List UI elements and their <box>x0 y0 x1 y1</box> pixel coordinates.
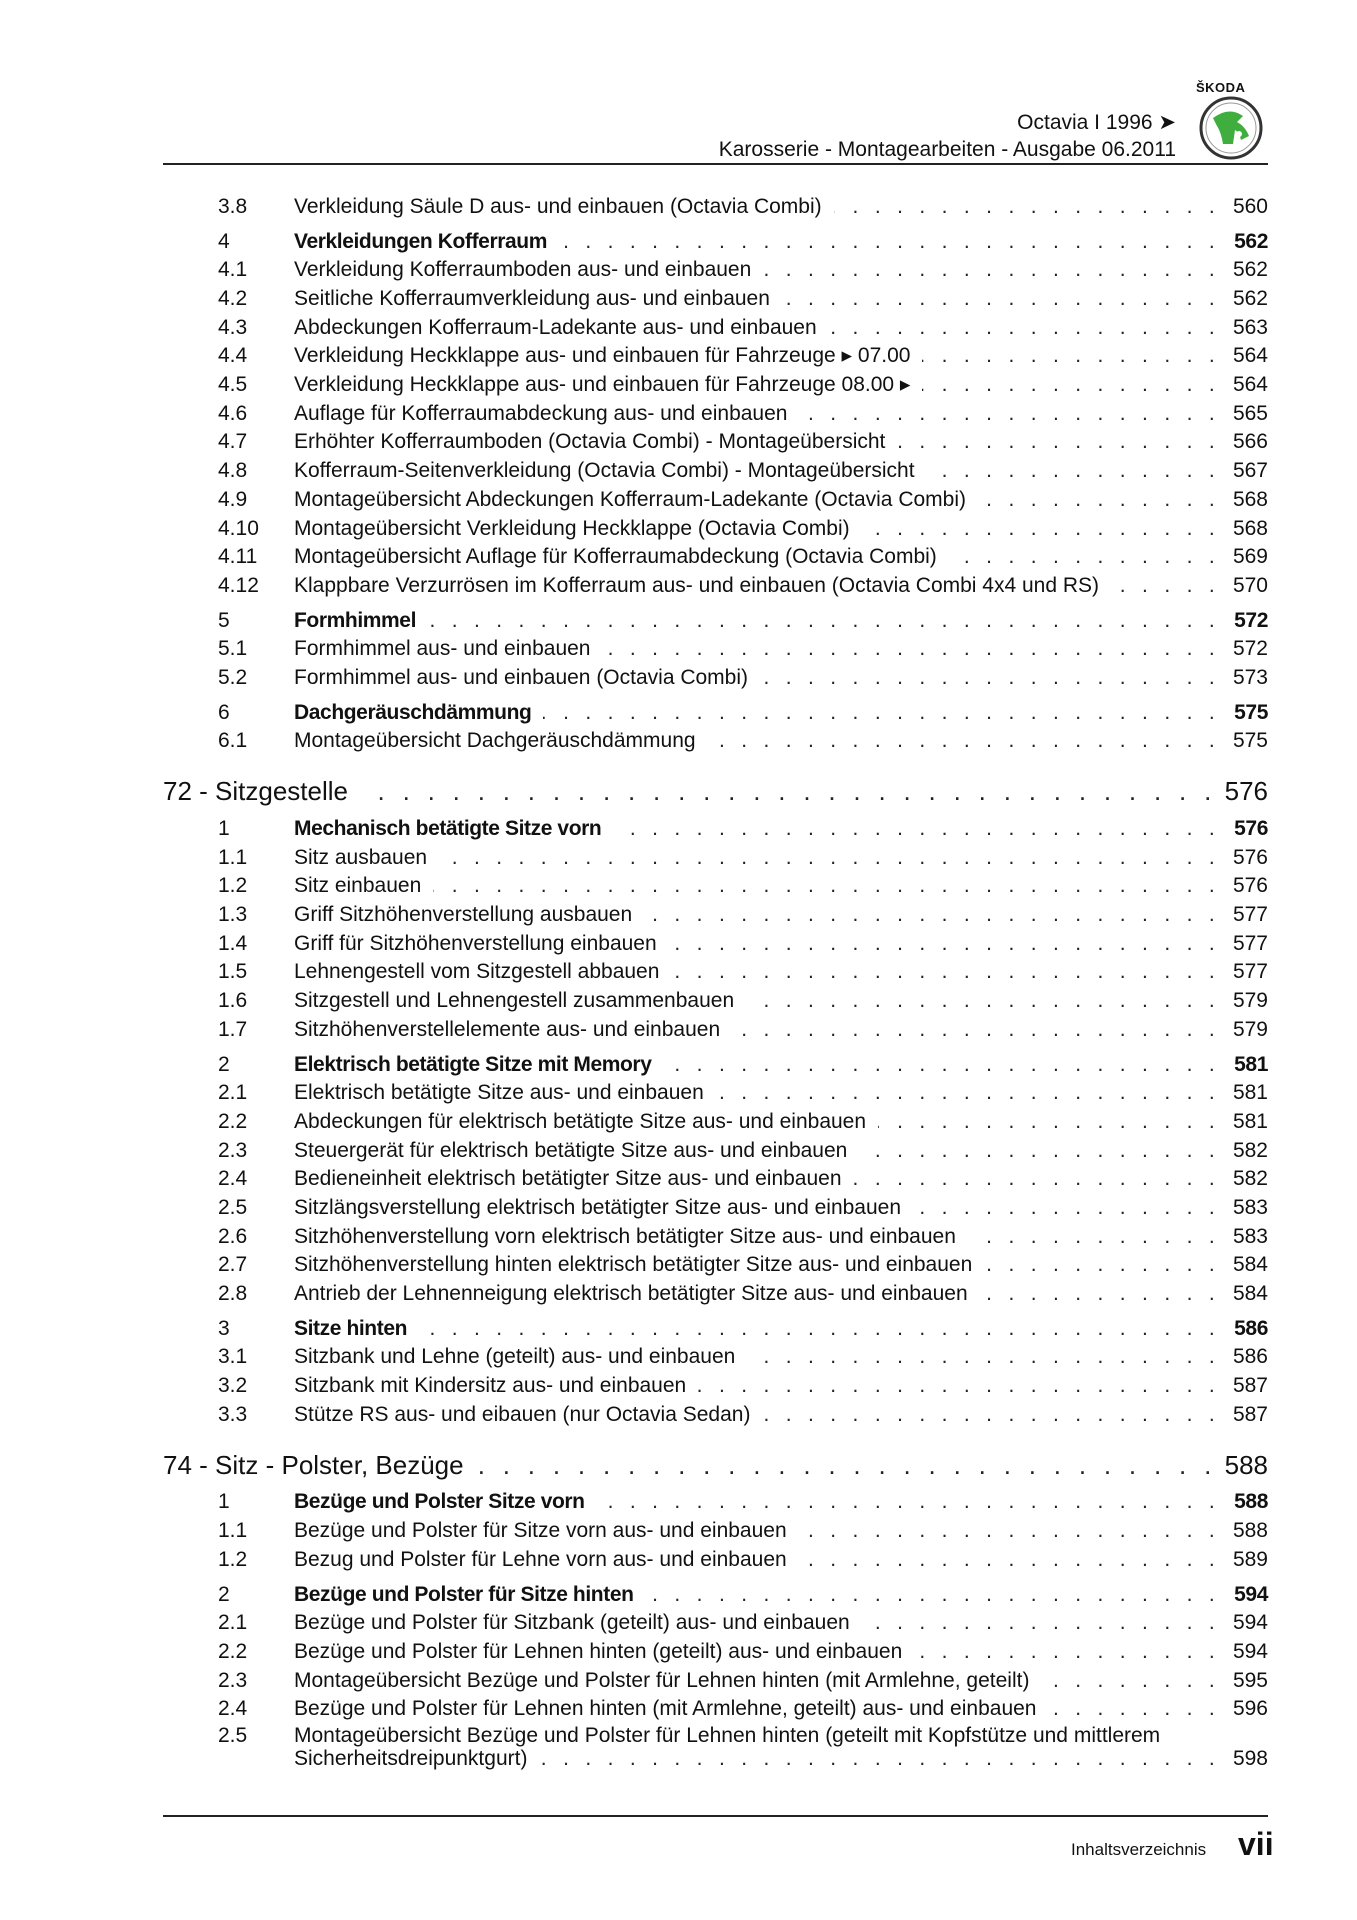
entry-title: Montageübersicht Abdeckungen Kofferraum-Ladekante (Octavia Combi) <box>294 487 966 511</box>
dot-leader <box>763 256 1220 285</box>
entry-title: Kofferraum-Seitenverkleidung (Octavia Combi) - Montageübersicht <box>294 459 915 483</box>
dot-leader <box>698 1372 1220 1401</box>
dot-leader <box>360 775 1217 807</box>
entry-number: 3.8 <box>218 194 248 218</box>
entry-number: 1.2 <box>218 1547 248 1571</box>
entry-number: 3.3 <box>218 1402 248 1426</box>
entry-number: 2.1 <box>218 1611 248 1635</box>
entry-title: Verkleidungen Kofferraum <box>294 229 547 253</box>
entry-title-continued: Sicherheitsdreipunktgurt) <box>294 1747 528 1770</box>
entry-number: 2.3 <box>218 1138 248 1162</box>
header-rule <box>163 163 1268 165</box>
entry-title: Sitzhöhenverstellelemente aus- und einbauen <box>294 1017 721 1041</box>
entry-title: Verkleidung Heckklappe aus- und einbauen für Fahrzeuge ▸ 07.00 <box>294 344 911 368</box>
entry-page: 562 <box>1232 287 1268 311</box>
toc-section[interactable] <box>163 1315 1268 1344</box>
dot-leader <box>799 1546 1220 1575</box>
toc-entry[interactable] <box>163 901 1268 930</box>
toc-entry[interactable] <box>163 342 1268 371</box>
entry-page: 564 <box>1232 344 1268 368</box>
entry-page: 576 <box>1234 817 1268 841</box>
dot-leader <box>968 1223 1220 1252</box>
entry-page: 583 <box>1232 1195 1268 1219</box>
dot-leader <box>1041 1667 1220 1696</box>
entry-title: Abdeckungen Kofferraum-Ladekante aus- und einbauen <box>294 315 817 339</box>
entry-page: 594 <box>1234 1582 1268 1606</box>
entry-page: 570 <box>1232 573 1268 597</box>
entry-page: 588 <box>1224 1449 1268 1480</box>
entry-number: 2 <box>218 1582 230 1606</box>
toc-entry[interactable] <box>163 1372 1268 1401</box>
toc-entry[interactable] <box>163 314 1268 343</box>
entry-number: 4.4 <box>218 344 248 368</box>
dot-leader <box>854 1165 1220 1194</box>
entry-page: 568 <box>1232 516 1268 540</box>
toc-entry[interactable] <box>163 1517 1268 1546</box>
entry-title: Formhimmel <box>294 608 417 632</box>
toc-section[interactable] <box>163 607 1268 636</box>
toc-entry[interactable] <box>163 256 1268 285</box>
dot-leader <box>419 1315 1220 1344</box>
brand-wordmark: ŠKODA <box>1196 80 1246 95</box>
entry-page: 577 <box>1232 960 1268 984</box>
toc-entry[interactable] <box>163 1280 1268 1309</box>
entry-title: Abdeckungen für elektrisch betätigte Sitze aus- und einbauen <box>294 1109 867 1133</box>
dot-leader <box>760 664 1220 693</box>
dot-leader <box>859 1137 1220 1166</box>
toc-entry[interactable] <box>163 1546 1268 1575</box>
toc-entry[interactable] <box>163 1137 1268 1166</box>
entry-title: Sitzhöhenverstellung hinten elektrisch betätigter Sitze aus- und einbauen <box>294 1253 973 1277</box>
entry-title: Bezüge und Polster für Sitze vorn aus- und einbauen <box>294 1519 787 1543</box>
toc-section[interactable] <box>163 815 1268 844</box>
dot-leader <box>949 543 1220 572</box>
toc-entry[interactable] <box>163 486 1268 515</box>
dot-leader <box>978 486 1220 515</box>
entry-page: 575 <box>1232 729 1268 753</box>
entry-title: Sitzgestell und Lehnengestell zusammenbauen <box>294 989 735 1013</box>
footer-label: Inhaltsverzeichnis <box>1071 1840 1207 1859</box>
entry-page: 595 <box>1232 1668 1268 1692</box>
entry-title: Formhimmel aus- und einbauen (Octavia Combi) <box>294 665 749 689</box>
entry-number: 4.9 <box>218 487 248 511</box>
dot-leader <box>927 457 1220 486</box>
entry-page: 562 <box>1232 258 1268 282</box>
toc-entry[interactable] <box>163 1079 1268 1108</box>
entry-number: 1.6 <box>218 989 248 1013</box>
entry-page: 576 <box>1232 874 1268 898</box>
entry-title: Auflage für Kofferraumabdeckung aus- und einbauen <box>294 401 788 425</box>
entry-title: Sitze hinten <box>294 1316 408 1340</box>
entry-title: Bedieneinheit elektrisch betätigter Sitze aus- und einbauen <box>294 1167 842 1191</box>
toc-entry[interactable] <box>163 572 1268 601</box>
entry-number: 1.7 <box>218 1017 248 1041</box>
dot-leader <box>914 1638 1220 1667</box>
dot-leader <box>984 1251 1220 1280</box>
entry-number: 2.6 <box>218 1224 248 1248</box>
entry-title: Erhöhter Kofferraumboden (Octavia Combi) - Montageübersicht <box>294 430 886 454</box>
entry-title: Sitzhöhenverstellung vorn elektrisch betätigter Sitze aus- und einbauen <box>294 1224 956 1248</box>
dot-leader <box>897 428 1220 457</box>
entry-title: Griff Sitzhöhenverstellung ausbauen <box>294 903 633 927</box>
entry-page: 584 <box>1232 1253 1268 1277</box>
entry-title: Montageübersicht Auflage für Kofferraumabdeckung (Octavia Combi) <box>294 545 937 569</box>
entry-page: 582 <box>1232 1138 1268 1162</box>
entry-number: 2.2 <box>218 1109 248 1133</box>
entry-title: Elektrisch betätigte Sitze mit Memory <box>294 1052 652 1076</box>
entry-page: 568 <box>1232 487 1268 511</box>
entry-number: 6 <box>218 700 230 724</box>
entry-number: 2 <box>218 1052 230 1076</box>
entry-title: Bezug und Polster für Lehne vorn aus- und einbauen <box>294 1547 787 1571</box>
dot-leader <box>762 1401 1220 1430</box>
toc-section[interactable] <box>163 699 1268 728</box>
entry-page: 579 <box>1232 1017 1268 1041</box>
toc-entry[interactable] <box>163 635 1268 664</box>
entry-page: 596 <box>1232 1697 1268 1721</box>
entry-page: 577 <box>1232 903 1268 927</box>
dot-leader <box>913 1194 1220 1223</box>
entry-page: 562 <box>1234 229 1268 253</box>
entry-title: Formhimmel aus- und einbauen <box>294 637 591 661</box>
entry-title: Elektrisch betätigte Sitze aus- und einbauen <box>294 1081 704 1105</box>
entry-page: 584 <box>1232 1282 1268 1306</box>
entry-page: 572 <box>1232 637 1268 661</box>
dot-leader <box>732 1016 1220 1045</box>
toc-chapter[interactable] <box>163 1449 1268 1481</box>
dot-leader <box>878 1108 1220 1137</box>
entry-page: 581 <box>1232 1081 1268 1105</box>
toc-entry[interactable] <box>163 515 1268 544</box>
entry-title: Verkleidung Kofferraumboden aus- und einbauen <box>294 258 752 282</box>
entry-title: Bezüge und Polster für Sitze hinten <box>294 1582 634 1606</box>
entry-page: 564 <box>1232 373 1268 397</box>
dot-leader <box>799 1517 1220 1546</box>
entry-page: 589 <box>1232 1547 1268 1571</box>
entry-title: Montageübersicht Bezüge und Polster für Lehnen hinten (geteilt mit Kopfstütze und mittlerem <box>294 1724 1161 1747</box>
toc-entry[interactable] <box>163 1223 1268 1252</box>
entry-title: Seitliche Kofferraumverkleidung aus- und einbauen <box>294 287 770 311</box>
entry-number: 4.6 <box>218 401 248 425</box>
entry-title: Bezüge und Polster für Sitzbank (geteilt) aus- und einbauen <box>294 1611 850 1635</box>
entry-page: 586 <box>1234 1316 1268 1340</box>
entry-number: 4.3 <box>218 315 248 339</box>
toc-entry[interactable] <box>163 1016 1268 1045</box>
header-subtitle: Karosserie - Montagearbeiten - Ausgabe 06.2011 <box>718 138 1176 161</box>
entry-title: 72 - Sitzgestelle <box>163 776 348 807</box>
toc-entry[interactable] <box>163 959 1268 988</box>
entry-number: 4.7 <box>218 430 248 454</box>
entry-title: Montageübersicht Bezüge und Polster für Lehnen hinten (mit Armlehne, geteilt) <box>294 1668 1030 1692</box>
entry-title: Bezüge und Polster für Lehnen hinten (geteilt) aus- und einbauen <box>294 1639 903 1663</box>
toc-chapter[interactable] <box>163 775 1268 807</box>
entry-page: 581 <box>1232 1109 1268 1133</box>
entry-number: 2.1 <box>218 1081 248 1105</box>
toc-entry[interactable] <box>163 1724 1268 1770</box>
dot-leader <box>1111 572 1220 601</box>
entry-number: 4 <box>218 229 230 253</box>
entry-page: 586 <box>1232 1345 1268 1369</box>
entry-page: 566 <box>1232 430 1268 454</box>
entry-number: 4.10 <box>218 516 259 540</box>
toc-entry[interactable] <box>163 400 1268 429</box>
entry-title: Verkleidung Säule D aus- und einbauen (Octavia Combi) <box>294 194 822 218</box>
entry-number: 4.8 <box>218 459 248 483</box>
entry-number: 2.3 <box>218 1668 248 1692</box>
toc-entry[interactable] <box>163 1609 1268 1638</box>
toc-entry[interactable] <box>163 987 1268 1016</box>
entry-number: 2.8 <box>218 1282 248 1306</box>
entry-page: 579 <box>1232 989 1268 1013</box>
entry-page: 563 <box>1232 315 1268 339</box>
toc-entry[interactable] <box>163 727 1268 756</box>
toc-entry[interactable] <box>163 1667 1268 1696</box>
toc-section[interactable] <box>163 228 1268 257</box>
toc-entry[interactable] <box>163 193 1268 222</box>
dot-leader <box>663 1051 1220 1080</box>
entry-page: 565 <box>1232 401 1268 425</box>
entry-page: 575 <box>1234 700 1268 724</box>
dot-leader <box>543 699 1220 728</box>
dot-leader <box>597 1488 1220 1517</box>
dot-leader <box>799 400 1220 429</box>
entry-title: Bezüge und Polster für Lehnen hinten (mit Armlehne, geteilt) aus- und einbauen <box>294 1697 1037 1721</box>
dot-leader <box>716 1079 1220 1108</box>
entry-number: 2.5 <box>218 1195 248 1219</box>
entry-page: 588 <box>1234 1490 1268 1514</box>
entry-title: Montageübersicht Verkleidung Heckklappe (Octavia Combi) <box>294 516 850 540</box>
entry-page: 594 <box>1232 1611 1268 1635</box>
entry-page: 576 <box>1232 845 1268 869</box>
dot-leader <box>602 635 1220 664</box>
dot-leader <box>708 727 1220 756</box>
entry-page: 560 <box>1232 194 1268 218</box>
entry-title: Steuergerät für elektrisch betätigte Sitze aus- und einbauen <box>294 1138 848 1162</box>
entry-title: Sitzlängsverstellung elektrisch betätigter Sitze aus- und einbauen <box>294 1195 902 1219</box>
toc-entry[interactable] <box>163 844 1268 873</box>
toc-entry[interactable] <box>163 543 1268 572</box>
entry-page: 582 <box>1232 1167 1268 1191</box>
dot-leader <box>433 872 1220 901</box>
dot-leader <box>476 1449 1217 1481</box>
toc-entry[interactable] <box>163 371 1268 400</box>
toc-section[interactable] <box>163 1051 1268 1080</box>
entry-title: Sitz einbauen <box>294 874 422 898</box>
entry-title: Verkleidung Heckklappe aus- und einbauen für Fahrzeuge 08.00 ▸ <box>294 373 911 397</box>
dot-leader <box>862 1609 1220 1638</box>
entry-number: 1 <box>218 1490 230 1514</box>
toc-entry[interactable] <box>163 664 1268 693</box>
dot-leader <box>834 193 1220 222</box>
entry-page: 569 <box>1232 545 1268 569</box>
entry-page: 567 <box>1232 459 1268 483</box>
entry-number: 5.1 <box>218 637 248 661</box>
entry-page: 587 <box>1232 1402 1268 1426</box>
entry-number: 1 <box>218 817 230 841</box>
entry-number: 2.7 <box>218 1253 248 1277</box>
dot-leader <box>922 342 1220 371</box>
toc-entry[interactable] <box>163 872 1268 901</box>
entry-number: 5 <box>218 608 230 632</box>
entry-number: 5.2 <box>218 665 248 689</box>
entry-page: 598 <box>1232 1747 1268 1770</box>
entry-page: 581 <box>1234 1052 1268 1076</box>
dot-leader <box>646 1581 1220 1610</box>
skoda-logo-icon <box>1199 96 1263 160</box>
dot-leader <box>644 901 1220 930</box>
dot-leader <box>428 607 1220 636</box>
toc-entry[interactable] <box>163 930 1268 959</box>
toc-entry[interactable] <box>163 1695 1268 1724</box>
footer-page-number: vii <box>1238 1826 1274 1862</box>
entry-title: Sitzbank mit Kindersitz aus- und einbauen <box>294 1374 687 1398</box>
toc-entry[interactable] <box>163 457 1268 486</box>
entry-title: Lehnengestell vom Sitzgestell abbauen <box>294 960 660 984</box>
entry-number: 2.5 <box>218 1724 248 1747</box>
dot-leader <box>980 1280 1220 1309</box>
dot-leader <box>671 958 1220 987</box>
table-of-contents <box>163 193 1268 1770</box>
entry-number: 6.1 <box>218 729 248 753</box>
header-model: Octavia I 1996 ➤ <box>1017 111 1176 134</box>
dot-leader <box>922 371 1220 400</box>
dot-leader <box>747 1343 1220 1372</box>
dot-leader <box>613 815 1220 844</box>
dot-leader <box>539 1747 1220 1770</box>
toc-entry[interactable] <box>163 1343 1268 1372</box>
entry-title: Griff für Sitzhöhenverstellung einbauen <box>294 931 657 955</box>
entry-number: 4.11 <box>218 545 258 569</box>
entry-number: 3.1 <box>218 1345 248 1369</box>
entry-title: Sitzbank und Lehne (geteilt) aus- und einbauen <box>294 1345 736 1369</box>
entry-title: 74 - Sitz - Polster, Bezüge <box>163 1449 464 1480</box>
entry-page: 576 <box>1224 776 1268 807</box>
entry-number: 1.2 <box>218 874 248 898</box>
entry-page: 587 <box>1232 1374 1268 1398</box>
entry-title: Antrieb der Lehnenneigung elektrisch betätigter Sitze aus- und einbauen <box>294 1282 968 1306</box>
entry-number: 2.4 <box>218 1697 248 1721</box>
entry-number: 2.4 <box>218 1167 248 1191</box>
entry-number: 1.1 <box>218 1519 248 1543</box>
toc-entry[interactable] <box>163 285 1268 314</box>
entry-title: Mechanisch betätigte Sitze vorn <box>294 817 602 841</box>
dot-leader <box>782 285 1220 314</box>
dot-leader <box>669 930 1220 959</box>
entry-number: 1.4 <box>218 931 248 955</box>
dot-leader <box>829 314 1220 343</box>
entry-title: Klappbare Verzurrösen im Kofferraum aus- und einbauen (Octavia Combi 4x4 und RS) <box>294 573 1100 597</box>
entry-page: 577 <box>1232 931 1268 955</box>
entry-page: 572 <box>1234 608 1268 632</box>
dot-leader <box>559 228 1220 257</box>
entry-title: Bezüge und Polster Sitze vorn <box>294 1490 585 1514</box>
entry-number: 4.1 <box>218 258 248 282</box>
entry-number: 4.5 <box>218 373 248 397</box>
entry-number: 1.3 <box>218 903 248 927</box>
entry-number: 1.5 <box>218 960 248 984</box>
dot-leader <box>746 987 1220 1016</box>
dot-leader <box>1048 1695 1220 1724</box>
entry-number: 4.12 <box>218 573 259 597</box>
toc-entry[interactable] <box>163 1401 1268 1430</box>
dot-leader <box>439 844 1220 873</box>
toc-section[interactable] <box>163 1489 1268 1518</box>
entry-number: 4.2 <box>218 287 248 311</box>
entry-page: 583 <box>1232 1224 1268 1248</box>
entry-number: 3 <box>218 1316 230 1340</box>
entry-number: 1.1 <box>218 845 248 869</box>
entry-title: Sitz ausbauen <box>294 845 428 869</box>
toc-entry[interactable] <box>163 1251 1268 1280</box>
dot-leader <box>862 515 1220 544</box>
toc-entry[interactable] <box>163 1108 1268 1137</box>
entry-title: Montageübersicht Dachgeräuschdämmung <box>294 729 696 753</box>
entry-page: 594 <box>1232 1639 1268 1663</box>
toc-entry[interactable] <box>163 1638 1268 1667</box>
toc-entry[interactable] <box>163 1165 1268 1194</box>
toc-section[interactable] <box>163 1581 1268 1610</box>
footer-rule <box>163 1815 1268 1817</box>
entry-number: 3.2 <box>218 1374 248 1398</box>
entry-number: 2.2 <box>218 1639 248 1663</box>
entry-page: 588 <box>1232 1519 1268 1543</box>
entry-title: Dachgeräuschdämmung <box>294 700 532 724</box>
entry-page: 573 <box>1232 665 1268 689</box>
toc-entry[interactable] <box>163 429 1268 458</box>
entry-title: Stütze RS aus- und eibauen (nur Octavia Sedan) <box>294 1402 751 1426</box>
toc-entry[interactable] <box>163 1194 1268 1223</box>
